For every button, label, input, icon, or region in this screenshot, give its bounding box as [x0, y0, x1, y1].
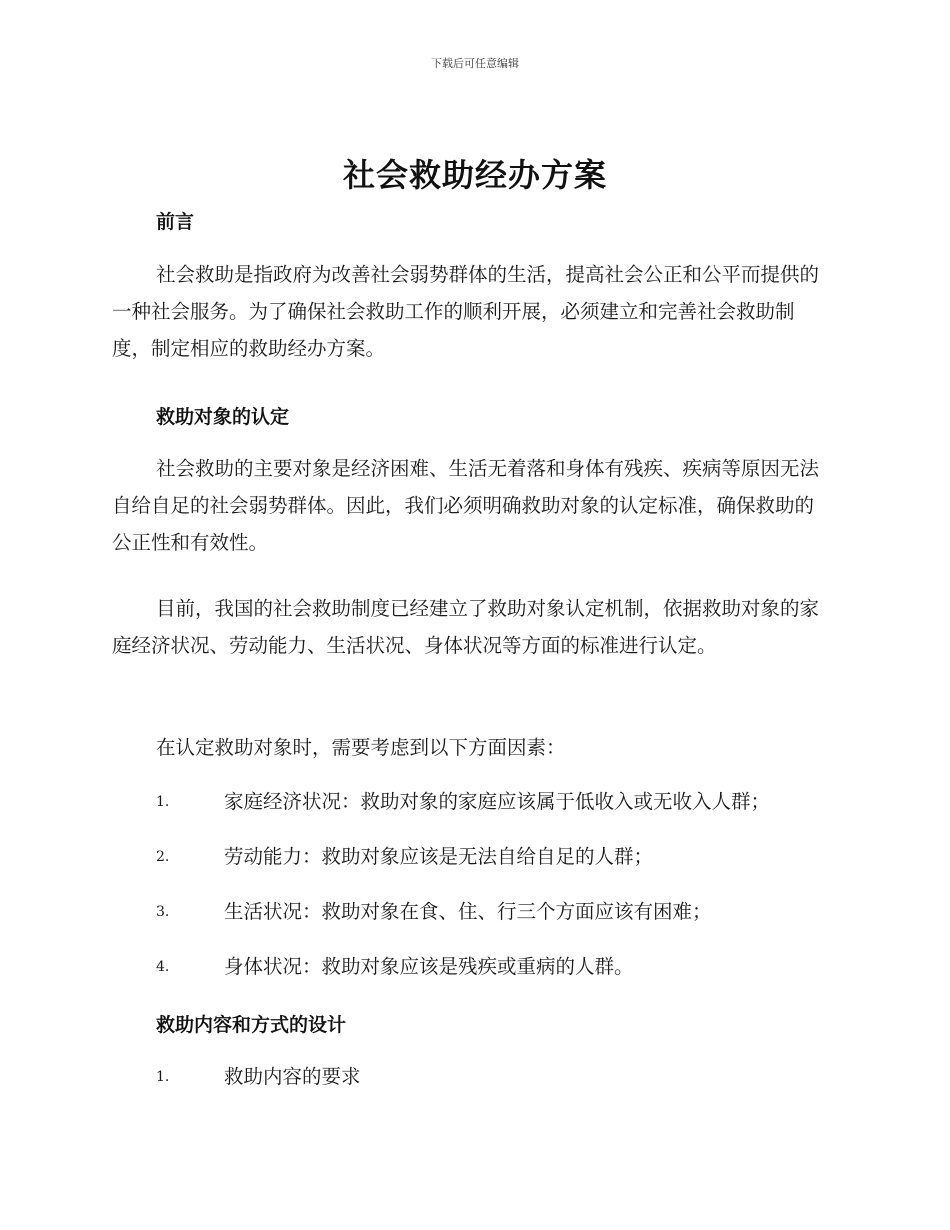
section-heading-preface: 前言	[156, 211, 195, 233]
list-number: 1.	[156, 794, 170, 810]
paragraph-identification-2: 目前，我国的社会救助制度已经建立了救助对象认定机制，依据救助对象的家庭经济状况、劳动能力、生活状况、身体状况等方面的标准进行认定。	[112, 597, 820, 657]
list-text: 劳动能力：救助对象应该是无法自给自足的人群；	[224, 845, 654, 868]
header-note: 下载后可任意编辑	[431, 57, 519, 70]
list-text: 生活状况：救助对象在食、住、行三个方面应该有困难；	[224, 900, 712, 923]
list-number: 1.	[156, 1069, 170, 1085]
list-number: 4.	[156, 959, 170, 975]
list-text: 家庭经济状况：救助对象的家庭应该属于低收入或无收入人群；	[224, 790, 771, 813]
list-number: 2.	[156, 849, 170, 865]
list-text: 救助内容的要求	[224, 1065, 361, 1088]
paragraph-preface: 社会救助是指政府为改善社会弱势群体的生活，提高社会公正和公平而提供的一种社会服务。为了确保社会救助工作的顺利开展，必须建立和完善社会救助制度，制定相应的救助经办方案。	[112, 263, 820, 360]
paragraph-identification-3: 在认定救助对象时，需要考虑到以下方面因素：	[156, 736, 566, 759]
list-number: 3.	[156, 904, 170, 920]
paragraph-identification-1: 社会救助的主要对象是经济困难、生活无着落和身体有残疾、疾病等原因无法自给自足的社会弱势群体。因此，我们必须明确救助对象的认定标准，确保救助的公正性和有效性。	[112, 457, 820, 554]
list-text: 身体状况：救助对象应该是残疾或重病的人群。	[224, 955, 634, 978]
document-title: 社会救助经办方案	[342, 156, 607, 194]
section-heading-identification: 救助对象的认定	[156, 406, 290, 428]
section-heading-design: 救助内容和方式的设计	[156, 1014, 347, 1036]
